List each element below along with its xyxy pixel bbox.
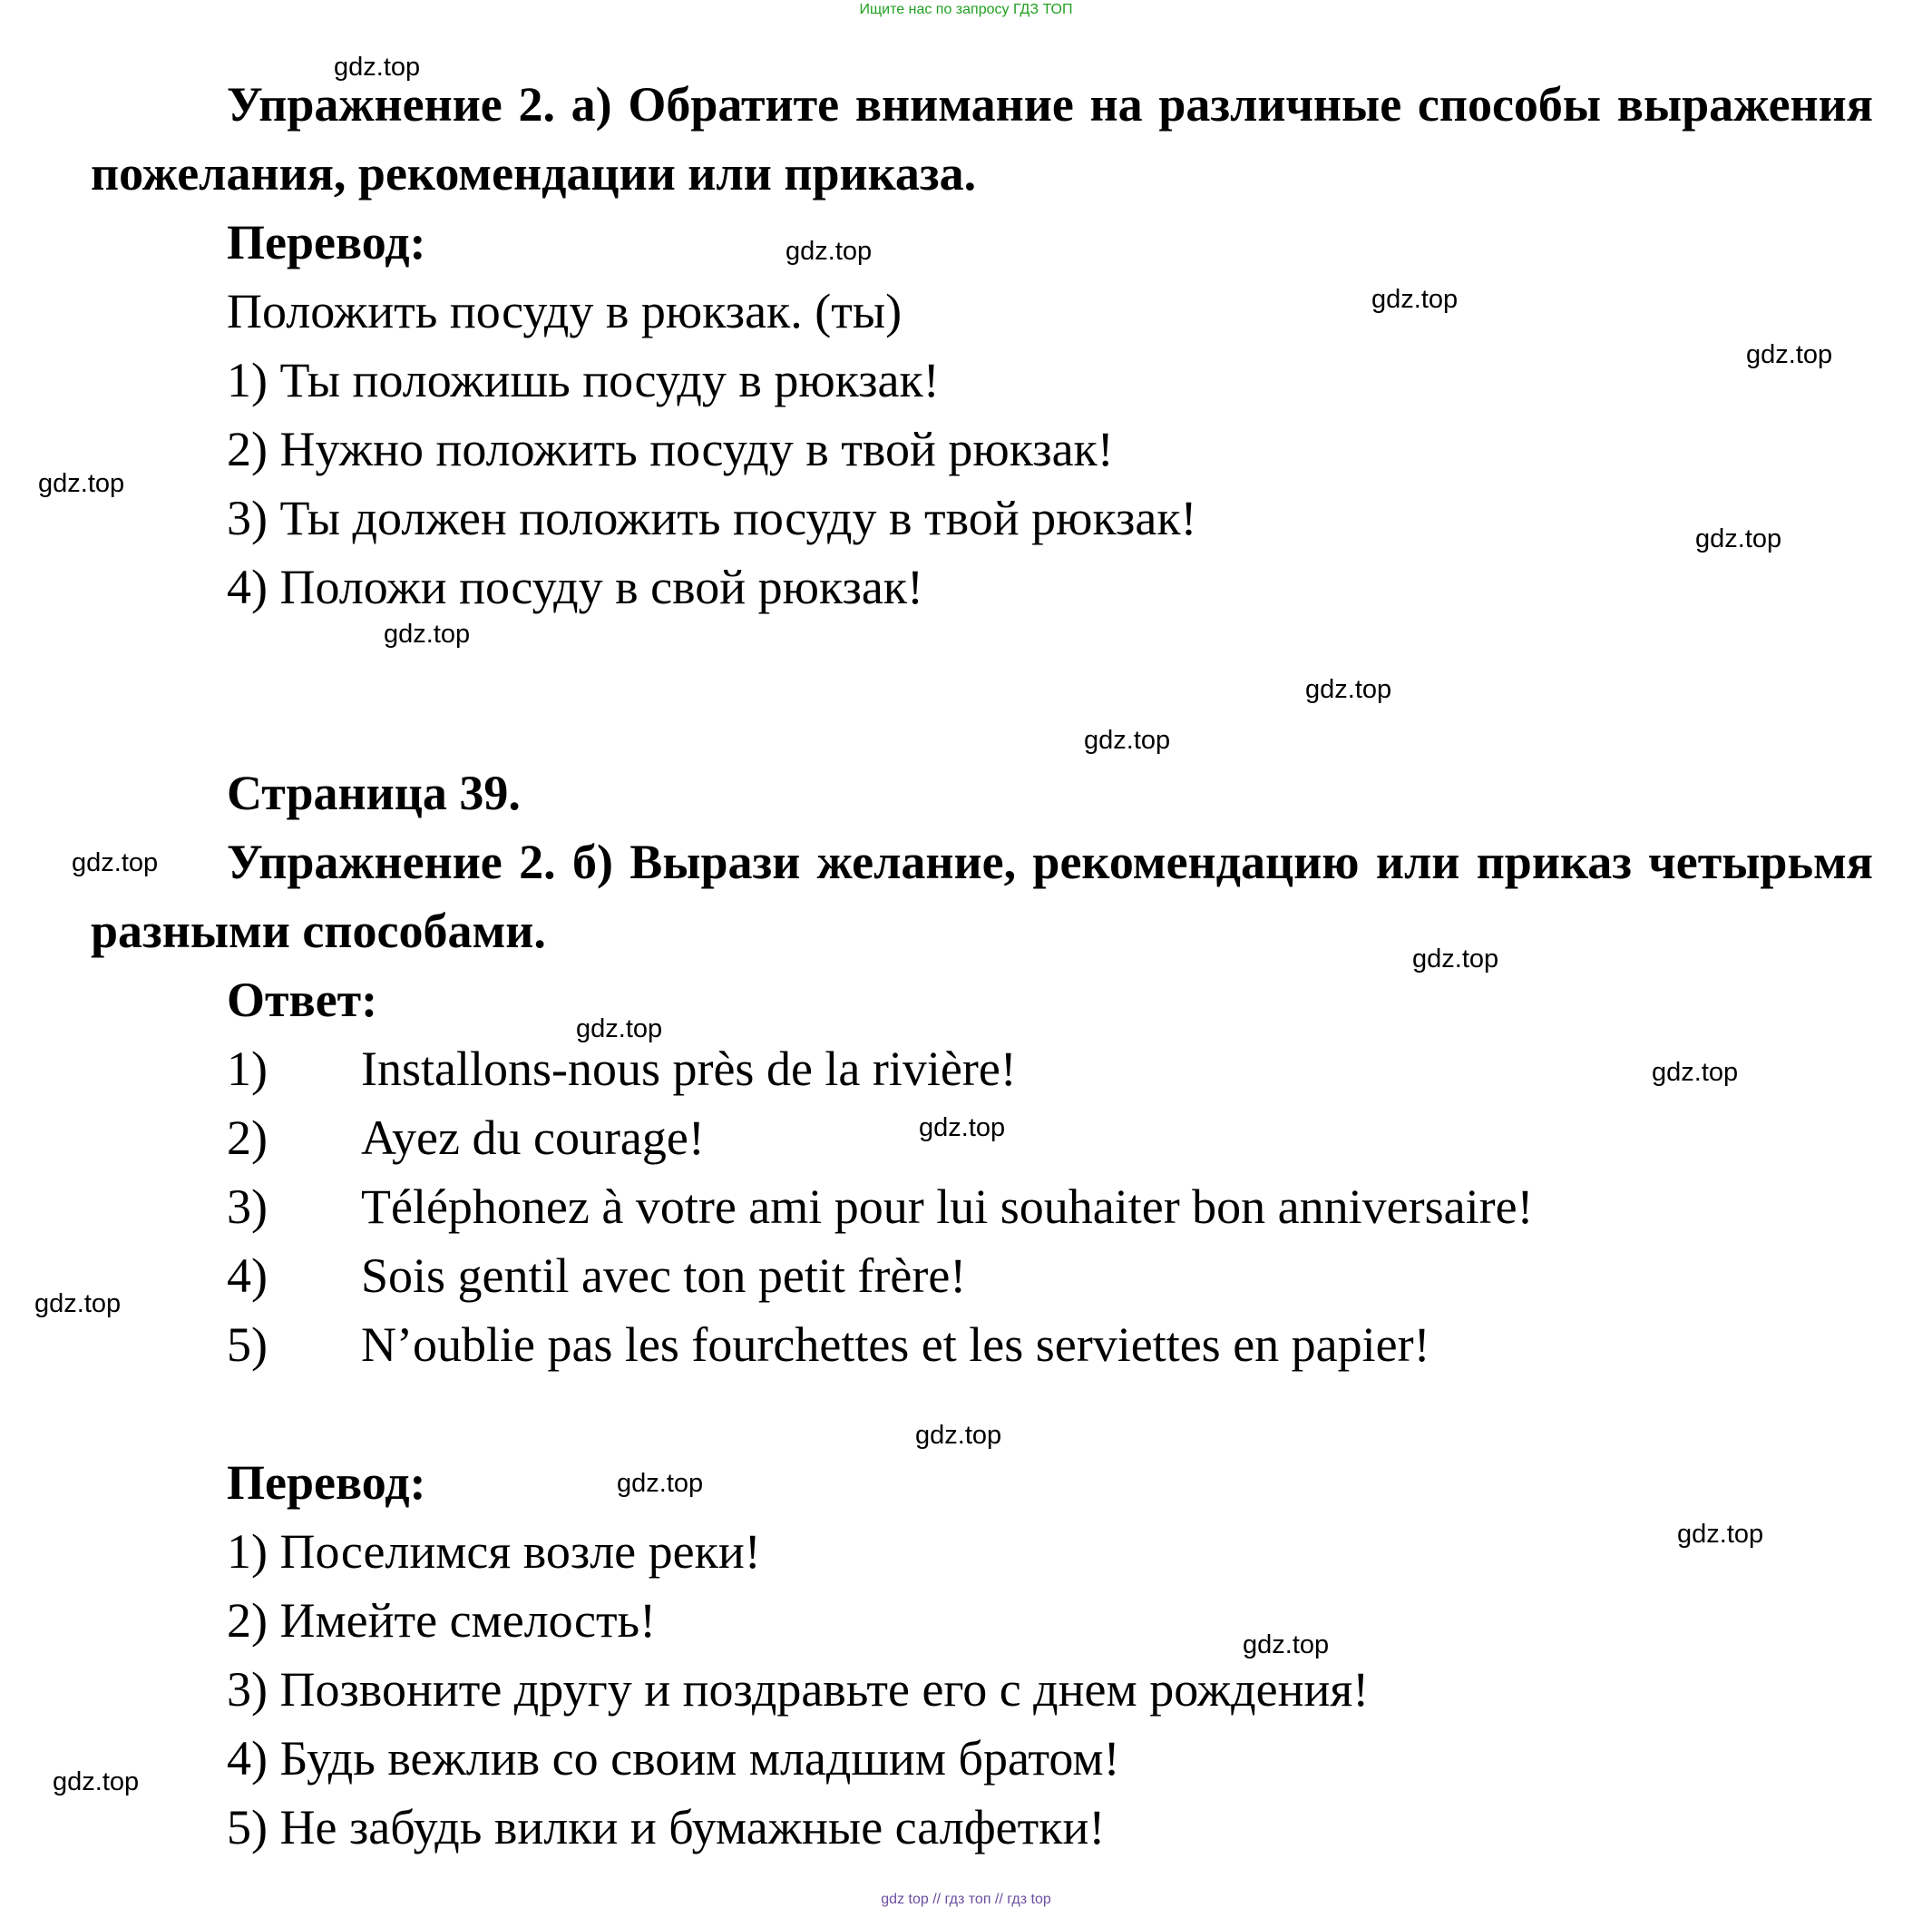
watermark: gdz.top bbox=[1084, 726, 1171, 755]
list-item: 1) Ты положишь посуду в рюкзак! bbox=[227, 353, 940, 407]
watermark: gdz.top bbox=[38, 469, 125, 498]
watermark: gdz.top bbox=[576, 1014, 663, 1043]
watermark: gdz.top bbox=[334, 53, 421, 82]
answer-number: 5) bbox=[227, 1317, 268, 1372]
answer-number: 1) bbox=[227, 1042, 268, 1096]
exercise-2b-title: Упражнение 2. б) Вырази желание, рекомендацию или приказ четырьмя разными способами. bbox=[91, 835, 1873, 958]
list-item: 3) Ты должен положить посуду в твой рюкзак! bbox=[227, 491, 1197, 545]
watermark: gdz.top bbox=[1305, 675, 1392, 704]
watermark: gdz.top bbox=[1243, 1630, 1330, 1659]
watermark: gdz.top bbox=[1371, 285, 1459, 314]
translation-label-a: Перевод: bbox=[227, 215, 426, 269]
answer-item bbox=[227, 1034, 1017, 1103]
page-label: Страница 39. bbox=[227, 766, 521, 820]
watermark: gdz.top bbox=[34, 1289, 122, 1318]
answer-text: Téléphonez à votre ami pour lui souhaiter bon anniversaire! bbox=[361, 1179, 1534, 1234]
answer-number: 4) bbox=[227, 1248, 268, 1303]
answer-text: N’oublie pas les fourchettes et les serviettes en papier! bbox=[361, 1317, 1430, 1372]
answer-item bbox=[227, 1103, 705, 1172]
watermark: gdz.top bbox=[1677, 1520, 1764, 1549]
translation-label-b: Перевод: bbox=[227, 1455, 426, 1510]
list-item: 2) Нужно положить посуду в твой рюкзак! bbox=[227, 422, 1114, 476]
answer-number: 3) bbox=[227, 1179, 268, 1234]
watermark: gdz.top bbox=[1652, 1058, 1739, 1087]
watermark: gdz.top bbox=[1412, 944, 1499, 974]
watermark: gdz.top bbox=[53, 1767, 140, 1796]
translation-item: 5) Не забудь вилки и бумажные салфетки! bbox=[227, 1800, 1106, 1854]
watermark: gdz.top bbox=[617, 1469, 704, 1498]
top-banner: Ищите нас по запросу ГДЗ ТОП bbox=[859, 2, 1073, 17]
list-item: 4) Положи посуду в свой рюкзак! bbox=[227, 560, 924, 614]
answer-label: Ответ: bbox=[227, 973, 378, 1027]
watermark: gdz.top bbox=[384, 620, 471, 649]
prompt-line: Положить посуду в рюкзак. (ты) bbox=[227, 284, 903, 338]
answer-item bbox=[227, 1310, 1430, 1379]
watermark: gdz.top bbox=[919, 1113, 1006, 1142]
watermark: gdz.top bbox=[72, 848, 159, 877]
exercise-2a-title: Упражнение 2. а) Обратите внимание на различные способы выражения пожелания, рекомендации или приказа. bbox=[91, 77, 1873, 201]
answer-number: 2) bbox=[227, 1111, 268, 1165]
answer-text: Ayez du courage! bbox=[361, 1111, 705, 1165]
watermark: gdz.top bbox=[915, 1421, 1002, 1450]
answer-item bbox=[227, 1172, 1534, 1241]
translation-item: 4) Будь вежлив со своим младшим братом! bbox=[227, 1731, 1120, 1786]
answer-text: Installons-nous près de la rivière! bbox=[361, 1042, 1017, 1096]
translation-item: 2) Имейте смелость! bbox=[227, 1593, 657, 1648]
watermark: gdz.top bbox=[785, 237, 873, 266]
footer-watermark: gdz top // гдз топ // гдз top bbox=[881, 1892, 1051, 1907]
answer-text: Sois gentil avec ton petit frère! bbox=[361, 1248, 967, 1303]
answer-item bbox=[227, 1241, 966, 1310]
translation-item: 1) Поселимся возле реки! bbox=[227, 1524, 761, 1579]
translation-item: 3) Позвоните другу и поздравьте его с днем рождения! bbox=[227, 1662, 1370, 1717]
watermark: gdz.top bbox=[1695, 524, 1782, 553]
watermark: gdz.top bbox=[1746, 340, 1833, 369]
